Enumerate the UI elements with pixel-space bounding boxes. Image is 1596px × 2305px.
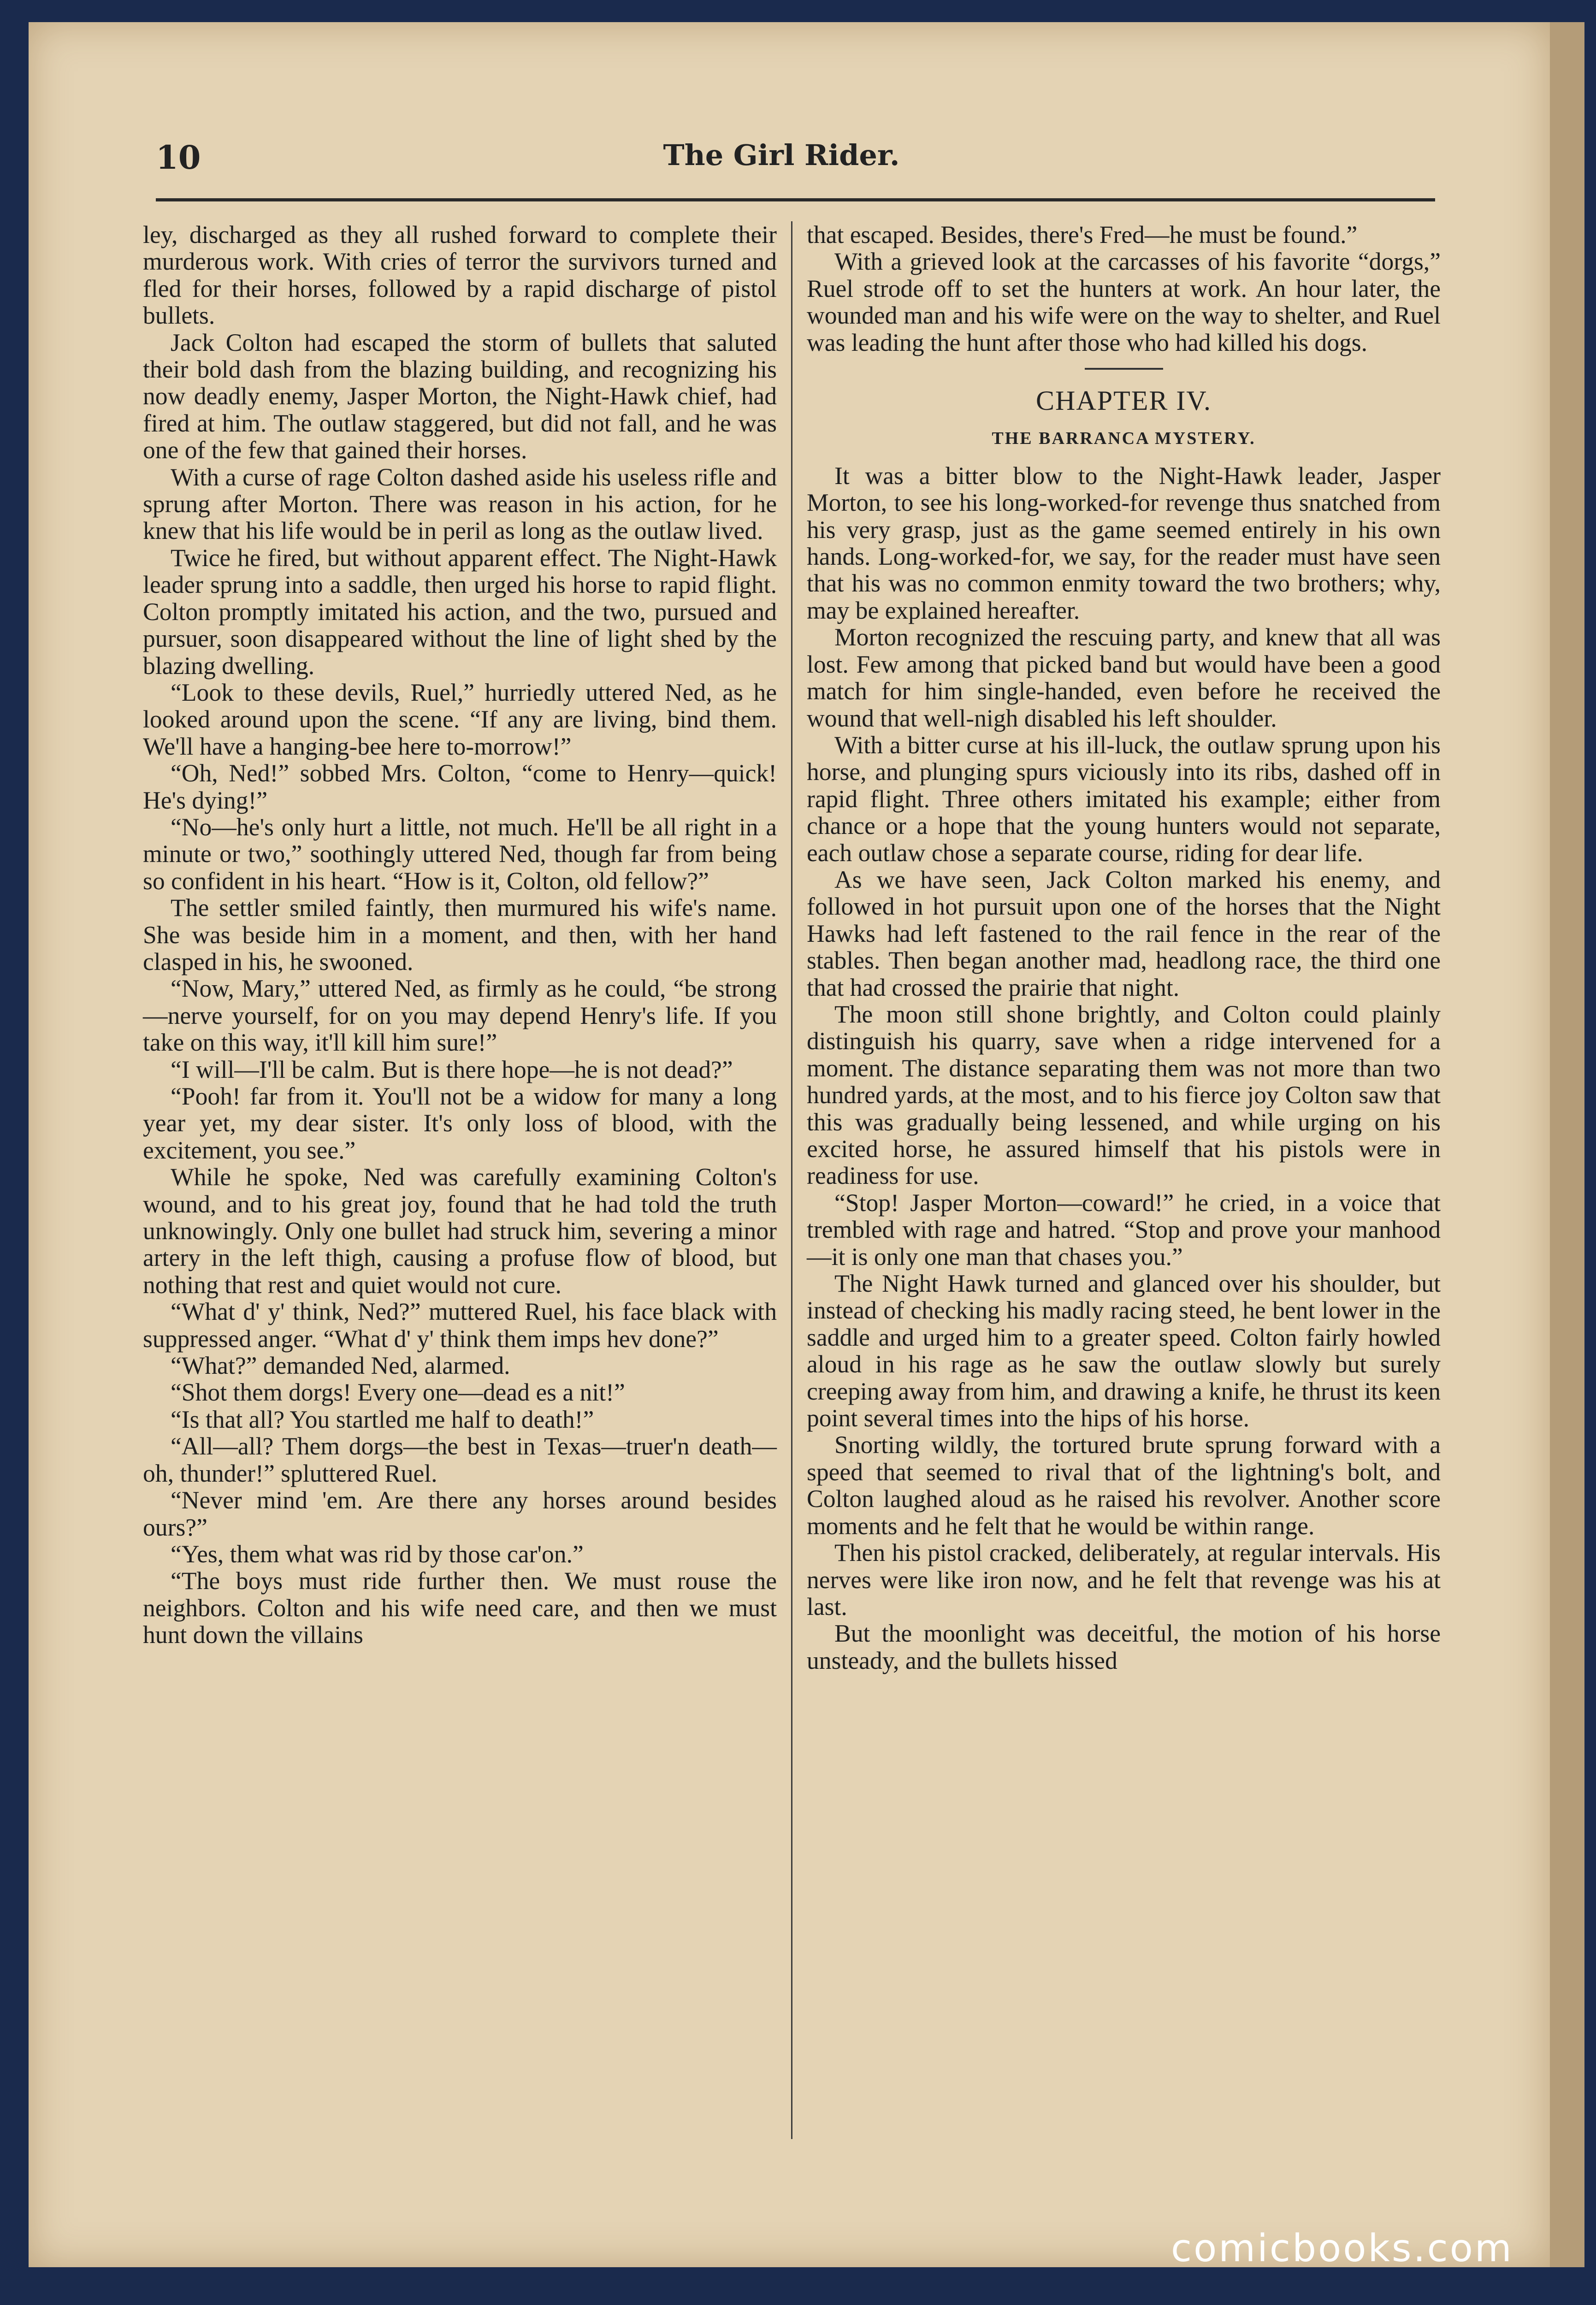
paragraph: The moon still shone brightly, and Colton could plainly distinguish his quarry, save when a ridge intervened for a moment. The distance separating them was not more than two hundred yards, at the most, and to his fierce joy Colton saw that this was gradually being lessened, and while urging on his excited horse, he assured himself that his pistols were in readiness for use. bbox=[807, 1000, 1441, 1190]
paragraph: “Look to these devils, Ruel,” hurriedly uttered Ned, as he looked around upon the scene. “If any are living, bind them. We'll have a hanging-bee here to-morrow!” bbox=[143, 678, 777, 760]
section-rule bbox=[1085, 368, 1163, 370]
paragraph: With a bitter curse at his ill-luck, the outlaw sprung upon his horse, and plunging spurs viciously into its ribs, dashed off in rapid flight. Three others imitated his example; either from chance or a hope that the young hunters would not separate, each outlaw chose a separate course, riding for dear life. bbox=[807, 731, 1441, 867]
paragraph: With a grieved look at the carcasses of his favorite “dorgs,” Ruel strode off to set the hunters at work. An hour later, the wounded man and his wife were on the way to shelter, and Ruel was leading the hunt after those who had killed his dogs. bbox=[807, 248, 1441, 356]
page-number: 10 bbox=[156, 138, 201, 177]
running-title: The Girl Rider. bbox=[663, 138, 900, 172]
paragraph: “The boys must ride further then. We must rouse the neighbors. Colton and his wife need care, and then we must hunt down the villains bbox=[143, 1567, 777, 1649]
paragraph: The settler smiled faintly, then murmured his wife's name. She was beside him in a moment, and then, with her hand clasped in his, he swooned. bbox=[143, 894, 777, 975]
paragraph: Morton recognized the rescuing party, and knew that all was lost. Few among that picked band but would have been a good match for him single-handed, even before he received the wound that well-nigh disabled his left shoulder. bbox=[807, 623, 1441, 732]
paragraph: “What?” demanded Ned, alarmed. bbox=[171, 1352, 510, 1380]
column-divider bbox=[791, 221, 792, 2139]
page-spine-edge bbox=[1550, 22, 1584, 2267]
paragraph: With a curse of rage Colton dashed aside his useless rifle and sprung after Morton. There was reason in his action, for he knew that his life would be in peril as long as the outlaw lived. bbox=[143, 463, 777, 545]
paragraph: “Yes, them what was rid by those car'on.” bbox=[171, 1540, 584, 1568]
header-rule bbox=[156, 198, 1435, 201]
paragraph: The Night Hawk turned and glanced over his shoulder, but instead of checking his madly racing steed, he bent lower in the saddle and urged him to a greater speed. Colton fairly howled aloud in his rage as he saw the outlaw slowly but surely creeping away from him, and drawing a knife, he thrust its keen point several times into the hips of his horse. bbox=[807, 1270, 1441, 1432]
right-column bbox=[807, 221, 1441, 1674]
paragraph: Snorting wildly, the tortured brute sprung forward with a speed that seemed to rival that of the lightning's bolt, and Colton laughed aloud as he raised his revolver. Another score moments and he felt that he would be within range. bbox=[807, 1431, 1441, 1540]
chapter-subtitle: THE BARRANCA MYSTERY. bbox=[992, 429, 1256, 449]
paragraph: “Is that all? You startled me half to death!” bbox=[171, 1405, 594, 1433]
paragraph: “All—all? Them dorgs—the best in Texas—truer'n death—oh, thunder!” spluttered Ruel. bbox=[143, 1432, 777, 1487]
paragraph: “Now, Mary,” uttered Ned, as firmly as he could, “be strong—nerve yourself, for on you may depend Henry's life. If you take on this way, it'll kill him sure!” bbox=[143, 975, 777, 1057]
chapter-title: CHAPTER IV. bbox=[1036, 385, 1212, 416]
left-column bbox=[143, 221, 777, 1649]
paragraph: Then his pistol cracked, deliberately, at regular intervals. His nerves were like iron now, and he felt that revenge was his at last. bbox=[807, 1539, 1441, 1620]
paragraph: “I will—I'll be calm. But is there hope—he is not dead?” bbox=[171, 1055, 733, 1083]
paragraph: Jack Colton had escaped the storm of bullets that saluted their bold dash from the blazing building, and recognizing his now deadly enemy, Jasper Morton, the Night-Hawk chief, had fired at him. The outlaw staggered, but did not fall, and he was one of the few that gained their horses. bbox=[143, 328, 777, 464]
paragraph: “Shot them dorgs! Every one—dead es a nit!” bbox=[171, 1378, 625, 1407]
paragraph: “Never mind 'em. Are there any horses around besides ours?” bbox=[143, 1486, 777, 1541]
watermark: comicbooks.com bbox=[1171, 2227, 1513, 2270]
paragraph: ley, discharged as they all rushed forward to complete their murderous work. With cries of terror the survivors turned and fled for their horses, followed by a rapid discharge of pistol bullets. bbox=[143, 221, 777, 330]
paragraph: “Pooh! far from it. You'll not be a widow for many a long year yet, my dear sister. It's only loss of blood, with the excitement, you see.” bbox=[143, 1082, 777, 1164]
paragraph: “What d' y' think, Ned?” muttered Ruel, his face black with suppressed anger. “What d' y' think them imps hev done?” bbox=[143, 1298, 777, 1353]
paragraph: While he spoke, Ned was carefully examining Colton's wound, and to his great joy, found that he had told the truth unknowingly. Only one bullet had struck him, severing a minor artery in the left thigh, causing a profuse flow of blood, but nothing that rest and quiet would not cure. bbox=[143, 1163, 777, 1299]
paragraph: As we have seen, Jack Colton marked his enemy, and followed in hot pursuit upon one of the horses that the Night Hawks had left fastened to the rail fence in the rear of the stables. Then began another mad, headlong race, the third one that had crossed the prairie that night. bbox=[807, 865, 1441, 1001]
paragraph: “Stop! Jasper Morton—coward!” he cried, in a voice that trembled with rage and hatred. “Stop and prove your manhood—it is only one man that chases you.” bbox=[807, 1188, 1441, 1271]
paragraph: It was a bitter blow to the Night-Hawk leader, Jasper Morton, to see his long-worked-for revenge thus snatched from his very grasp, just as the game seemed entirely in his own hands. Long-worked-for, we say, for the reader must have seen that his was no common enmity toward the two brothers; why, may be explained hereafter. bbox=[807, 461, 1441, 624]
paragraph: But the moonlight was deceitful, the motion of his horse unsteady, and the bullets hissed bbox=[807, 1619, 1441, 1674]
paragraph: “No—he's only hurt a little, not much. He'll be all right in a minute or two,” soothingly uttered Ned, though far from being so confident in his heart. “How is it, Colton, old fellow?” bbox=[143, 813, 777, 895]
paragraph: Twice he fired, but without apparent effect. The Night-Hawk leader sprung into a saddle, then urged his horse to rapid flight. Colton promptly imitated his action, and the two, pursued and pursuer, soon disappeared without the line of light shed by the blazing dwelling. bbox=[143, 544, 777, 680]
page-header bbox=[124, 138, 1438, 180]
paragraph: “Oh, Ned!” sobbed Mrs. Colton, “come to Henry—quick! He's dying!” bbox=[143, 759, 777, 814]
paragraph: that escaped. Besides, there's Fred—he must be found.” bbox=[807, 221, 1358, 248]
